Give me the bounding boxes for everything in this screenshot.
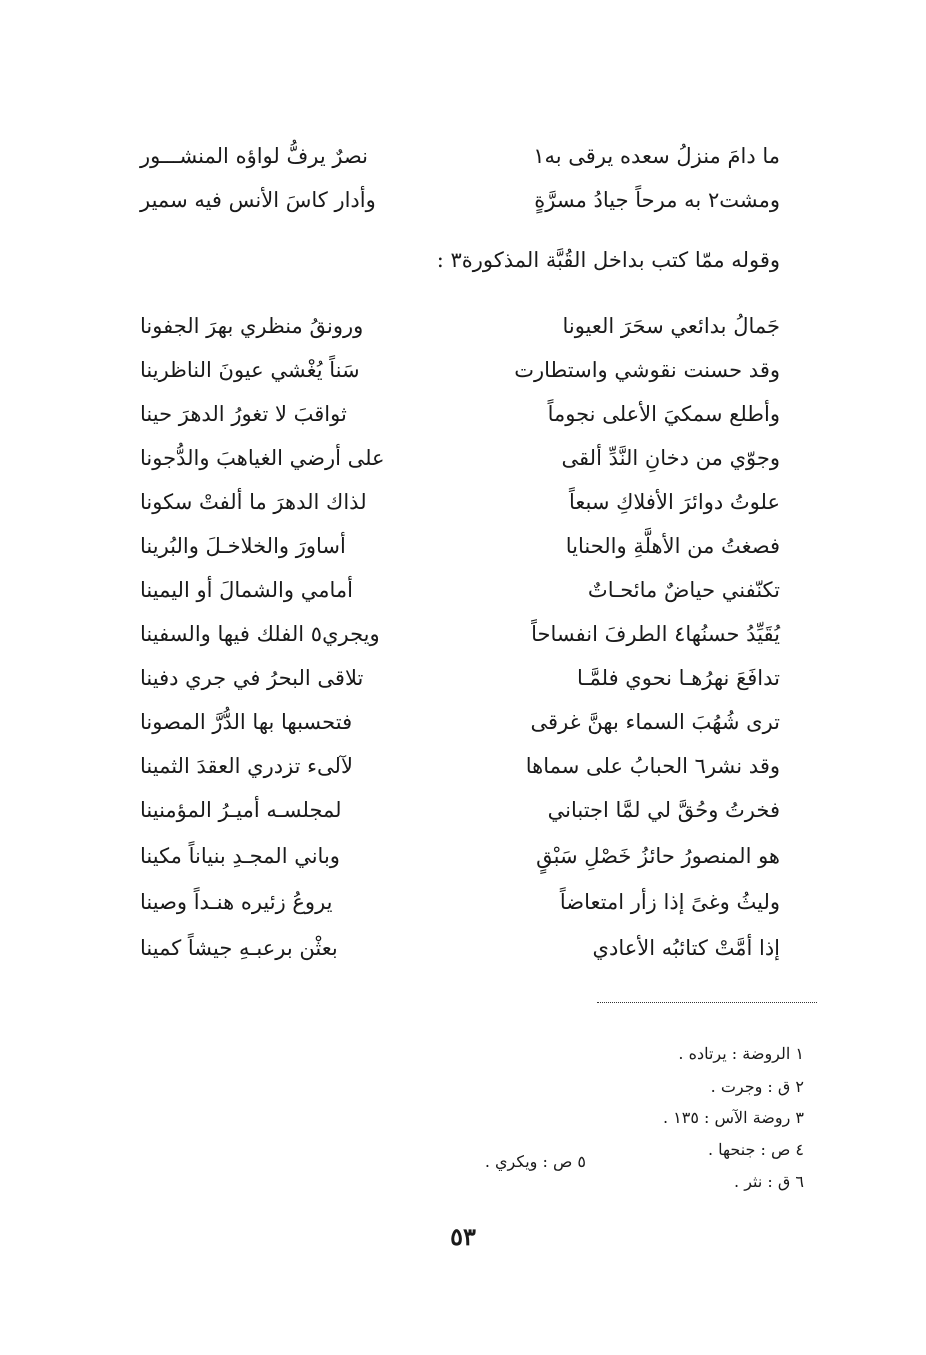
footnote-number: ٤: [795, 1140, 804, 1159]
second-hemistich: لآلىء تزدري العقدَ الثمينا: [140, 754, 353, 778]
first-hemistich: وقد حسنت نقوشي واستطارت: [514, 358, 780, 382]
first-hemistich: وقد نشر٦ الحبابُ على سماها: [525, 754, 780, 778]
second-hemistich: لمجلسـه أميـرُ المؤمنينا: [140, 798, 342, 822]
footnote-text: ص : جنحها .: [707, 1140, 791, 1159]
verse-line: [140, 744, 780, 788]
second-hemistich: وباني المجـدِ بنياناً مكينا: [140, 844, 340, 868]
footnote-text: الروضة : يرتاده .: [678, 1044, 791, 1063]
second-hemistich: فتحسبها بها الدُّرَّ المصونا: [140, 710, 353, 734]
footnote-text: ق : نثر .: [734, 1172, 791, 1191]
verse-line: [140, 134, 780, 178]
footnote-text: ص : ويكري .: [484, 1152, 573, 1171]
footnote: [663, 1106, 804, 1130]
footnote: [711, 1075, 804, 1099]
first-hemistich: ما دامَ منزلُ سعده يرقى به١: [533, 144, 780, 168]
second-hemistich: ورونقُ منظري بهرَ الجفونا: [140, 314, 364, 338]
second-hemistich: أساورَ والخلاخـلَ والبُرينا: [140, 534, 346, 558]
page-number: ٥٣: [450, 1222, 476, 1251]
footnote: [485, 1150, 586, 1174]
first-hemistich: تدافَعَ نهرُهـا نحوي فلمَّـا: [576, 666, 780, 690]
first-hemistich: فصغتُ من الأهلَّةِ والحنايا: [565, 534, 780, 558]
second-hemistich: على أرضي الغياهبَ والدُّجونا: [140, 446, 385, 470]
verse-line: [140, 348, 780, 392]
verse-line: [140, 304, 780, 348]
verse-line: [140, 178, 780, 222]
intro-line: وقوله ممّا كتب بداخل القُبَّة المذكورة٣ :: [436, 248, 780, 272]
verse-line: [140, 612, 780, 656]
first-hemistich: تكنّفني حياضٌ مائحـاتٌ: [587, 578, 780, 602]
verse-line: [140, 788, 780, 832]
first-hemistich: وليثُ وغىً إذا زأر امتعاضاً: [559, 890, 780, 914]
first-hemistich: ومشت٢ به مرحاً جيادُ مسرَّةٍ: [534, 188, 780, 212]
first-hemistich: وأطلع سمكيَ الأعلى نجوماً: [547, 402, 780, 426]
first-hemistich: ترى شُهُبَ السماء بهنَّ غرقى: [530, 710, 780, 734]
second-hemistich: نصرٌ يرفُّ لواؤه المنشـــور: [140, 144, 368, 168]
verse-line: [140, 524, 780, 568]
second-hemistich: ثواقبَ لا تغورُ الدهرَ حينا: [140, 402, 347, 426]
first-hemistich: يُقَيِّدُ حسنُها٤ الطرفَ انفساحاً: [531, 622, 780, 646]
verse-line: [140, 926, 780, 970]
footnote-number: ٣: [795, 1108, 804, 1127]
first-hemistich: فخرتُ وحُقَّ لي لمَّا اجتباني: [547, 798, 780, 822]
verse-line: [140, 436, 780, 480]
second-hemistich: وأدار كاسَ الأنس فيه سمير: [140, 188, 376, 212]
verse-line: [140, 880, 780, 924]
verse-line: [140, 568, 780, 612]
footnote-number: ١: [795, 1044, 804, 1063]
footnote-number: ٥: [577, 1152, 586, 1171]
footnote-divider: [597, 1002, 817, 1003]
first-hemistich: إذا أمَّتْ كتائبُه الأعادي: [592, 936, 780, 960]
verse-line: [140, 480, 780, 524]
footnote-text: ق : وجرت .: [710, 1077, 791, 1096]
second-hemistich: أمامي والشمالَ أو اليمينا: [140, 578, 353, 602]
first-hemistich: علوتُ دوائرَ الأفلاكِ سبعاً: [568, 490, 780, 514]
first-hemistich: هو المنصورُ حائزُ خَصْلِ سَبْقٍ: [536, 844, 780, 868]
verse-line: [140, 834, 780, 878]
footnote: [708, 1138, 804, 1162]
footnote: [678, 1042, 804, 1066]
second-hemistich: ويجري٥ الفلك فيها والسفينا: [140, 622, 380, 646]
second-hemistich: بعثْن برعبـهِ جيشاً كمينا: [140, 936, 338, 960]
second-hemistich: تلاقى البحرُ في جري دفينا: [140, 666, 364, 690]
second-hemistich: يروعُ زئيره هنـداً وصينا: [140, 890, 333, 914]
first-hemistich: وجوّي من دخانِ النَّدِّ ألقى: [561, 446, 780, 470]
footnote-text: روضة الآس : ١٣٥ .: [662, 1108, 791, 1127]
verse-line: [140, 392, 780, 436]
second-hemistich: لذاك الدهرَ ما ألفتْ سكونا: [140, 490, 367, 514]
second-hemistich: سَناً يُغْشي عيونَ الناظرينا: [140, 358, 360, 382]
verse-line: [140, 700, 780, 744]
footnote-number: ٢: [795, 1077, 804, 1096]
footnote: [734, 1170, 804, 1194]
first-hemistich: جَمالُ بدائعي سحَرَ العيونا: [562, 314, 780, 338]
verse-line: [140, 656, 780, 700]
footnote-number: ٦: [795, 1172, 804, 1191]
